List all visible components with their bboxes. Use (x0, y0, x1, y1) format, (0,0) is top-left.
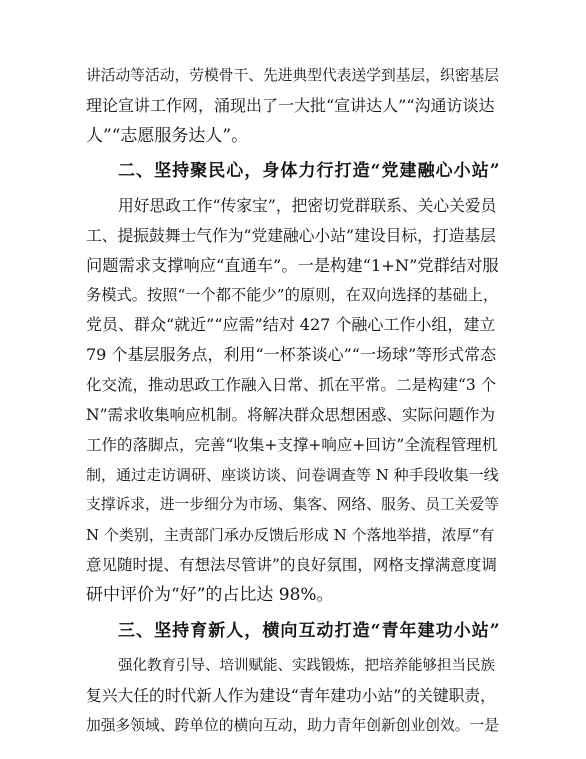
text-line (0, 94, 586, 118)
text-line (0, 433, 586, 457)
text-line (0, 194, 586, 218)
text-line (0, 403, 586, 427)
line-text: 问题需求支撑响应“直通车”。一是构建“1+N”党群结对服 (86, 256, 499, 275)
line-text: N”需求收集响应机制。将解决群众思想困惑、实际问题作为 (86, 406, 495, 424)
heading-text: 三、坚持育新人，横向互动打造“青年建功小站” (118, 621, 501, 641)
line-text: 制，通过走访调研、座谈访谈、问卷调查等 N 种手段收集一线 (86, 466, 499, 484)
line-text: 党员、群众“就近”“应需”结对 427 个融心工作小组，建立 (86, 315, 496, 334)
text-line (0, 254, 586, 278)
text-line (0, 313, 586, 337)
text-line (0, 654, 586, 678)
line-text: 复兴大任的时代新人作为建设“青年建功小站”的关键职责， (86, 686, 496, 705)
text-line (0, 463, 586, 487)
line-text: 理论宣讲工作网，涌现出了一大批“宣讲达人”“沟通访谈达 (86, 96, 495, 115)
heading-text: 二、坚持聚民心，身体力行打造“党建融心小站” (118, 161, 501, 181)
text-line (0, 224, 586, 248)
line-text: 人”“志愿服务达人”。 (86, 126, 249, 146)
text-line (0, 124, 586, 148)
line-text: 化交流，推动思政工作融入日常、抓在平常。二是构建“3 个 (86, 376, 497, 394)
line-text: 强化教育引导、培训赋能、实践锻炼，把培养能够担当民族 (118, 658, 495, 674)
text-line (0, 64, 586, 88)
section-heading (0, 159, 586, 183)
line-text: 研中评价为“好”的占比达 98%。 (86, 585, 334, 605)
text-line (0, 553, 586, 577)
text-line (0, 343, 586, 367)
line-text: 79 个基层服务点，利用“一杯茶谈心”“一场球”等形式常态 (86, 345, 497, 364)
text-line (0, 714, 586, 738)
text-line (0, 523, 586, 547)
line-text: 务模式。按照“一个都不能少”的原则，在双向选择的基础上， (86, 286, 499, 304)
text-line (0, 373, 586, 397)
text-line (0, 493, 586, 517)
line-text: 工、提振鼓舞士气作为“党建融心小站”建设目标，打造基层 (86, 226, 496, 245)
text-line (0, 684, 586, 708)
text-line (0, 583, 586, 607)
line-text: 加强多领域、跨单位的横向互动，助力青年创新创业创效。一是 (86, 717, 499, 734)
line-text: 工作的落脚点，完善“收集+支撑+响应+回访”全流程管理机 (86, 436, 498, 454)
line-text: 用好思政工作“传家宝”，把密切党群联系、关心关爱员 (118, 196, 497, 215)
text-line (0, 283, 586, 307)
line-text: 讲活动等活动，劳模骨干、先进典型代表送学到基层，织密基层 (86, 67, 499, 84)
line-text: N 个类别，主责部门承办反馈后形成 N 个落地举措，浓厚“有 (86, 526, 495, 544)
line-text: 支撑诉求，进一步细分为市场、集客、网络、服务、员工关爱等 (86, 496, 499, 513)
line-text: 意见随时提、有想法尽管讲”的良好氛围，网格支撑满意度调 (86, 556, 497, 574)
section-heading (0, 619, 586, 643)
